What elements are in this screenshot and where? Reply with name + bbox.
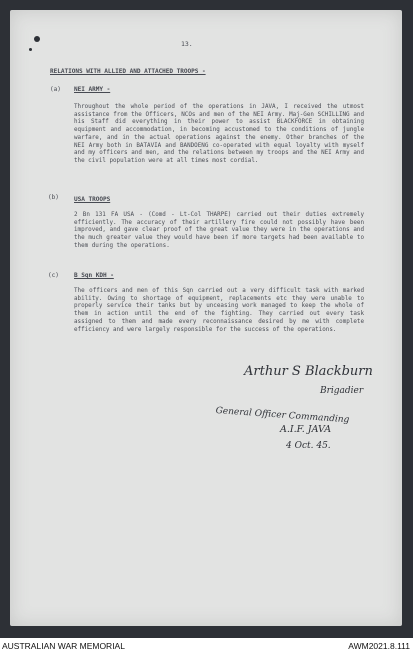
signature-rank: Brigadier	[320, 386, 364, 396]
archive-footer	[0, 638, 413, 653]
signature-unit: A.I.F. JAVA	[280, 424, 332, 435]
punch-hole	[29, 48, 32, 51]
footer-institution: AUSTRALIAN WAR MEMORIAL	[2, 641, 125, 651]
signature-name: Arthur S Blackburn	[244, 364, 373, 379]
document-heading: RELATIONS WITH ALLIED AND ATTACHED TROOPS -	[50, 68, 206, 75]
footer-reference: AWM2021.8.111	[348, 641, 410, 651]
section-body-c: The officers and men of this Sqn carried out a very difficult task with marked ability. Owing to shortage of equipment, replacements etc they were unable to properly service their tanks but by unceasing work managed to keep the whole of them in action until the end of the fighting. They carried out every task assigned to them and made every reconnaissance desired by me with complete efficiency and were largely responsible for the success of the operations.	[74, 288, 364, 333]
page-number: 13.	[181, 40, 193, 48]
section-marker-b: (b)	[48, 194, 59, 201]
document-page	[10, 10, 402, 626]
section-marker-a: (a)	[50, 86, 61, 93]
section-marker-c: (c)	[48, 272, 59, 279]
signature-title: General Officer Commanding	[215, 406, 350, 426]
section-title-c: B Sqn KDH -	[74, 272, 114, 279]
signature-date: 4 Oct. 45.	[286, 441, 331, 451]
section-title-b: USA TROOPS	[74, 196, 111, 203]
section-title-a: NEI ARMY -	[74, 86, 111, 93]
section-body-b: 2 Bn 131 FA USA - (Comd - Lt-Col THARPE) carried out their duties extremely efficiently. The accuracy of their artillery fire could not possibly have been improved, and gave clear proof of the great value they were in the operations and the much greater value they would have been if more targets had been available to them during the operations.	[74, 212, 364, 249]
punch-hole	[34, 36, 40, 42]
section-body-a: Throughout the whole period of the operations in JAVA, I received the utmost assistance from the Officers, NCOs and men of the NEI Army. Maj-Gen SCHILLING and his Staff did everything in their power to assist BLACKFORCE in obtaining equipment and accommodation, in becoming accustomed to the conditions of jungle warfare, and in the actual operations against the enemy. Other branches of the NEI Army both in BATAVIA and BANDOENG co-operated with equal loyalty with myself and my officers and men, and the relations between my troops and the NEI Army and the civil population were at all times most cordial.	[74, 104, 364, 164]
